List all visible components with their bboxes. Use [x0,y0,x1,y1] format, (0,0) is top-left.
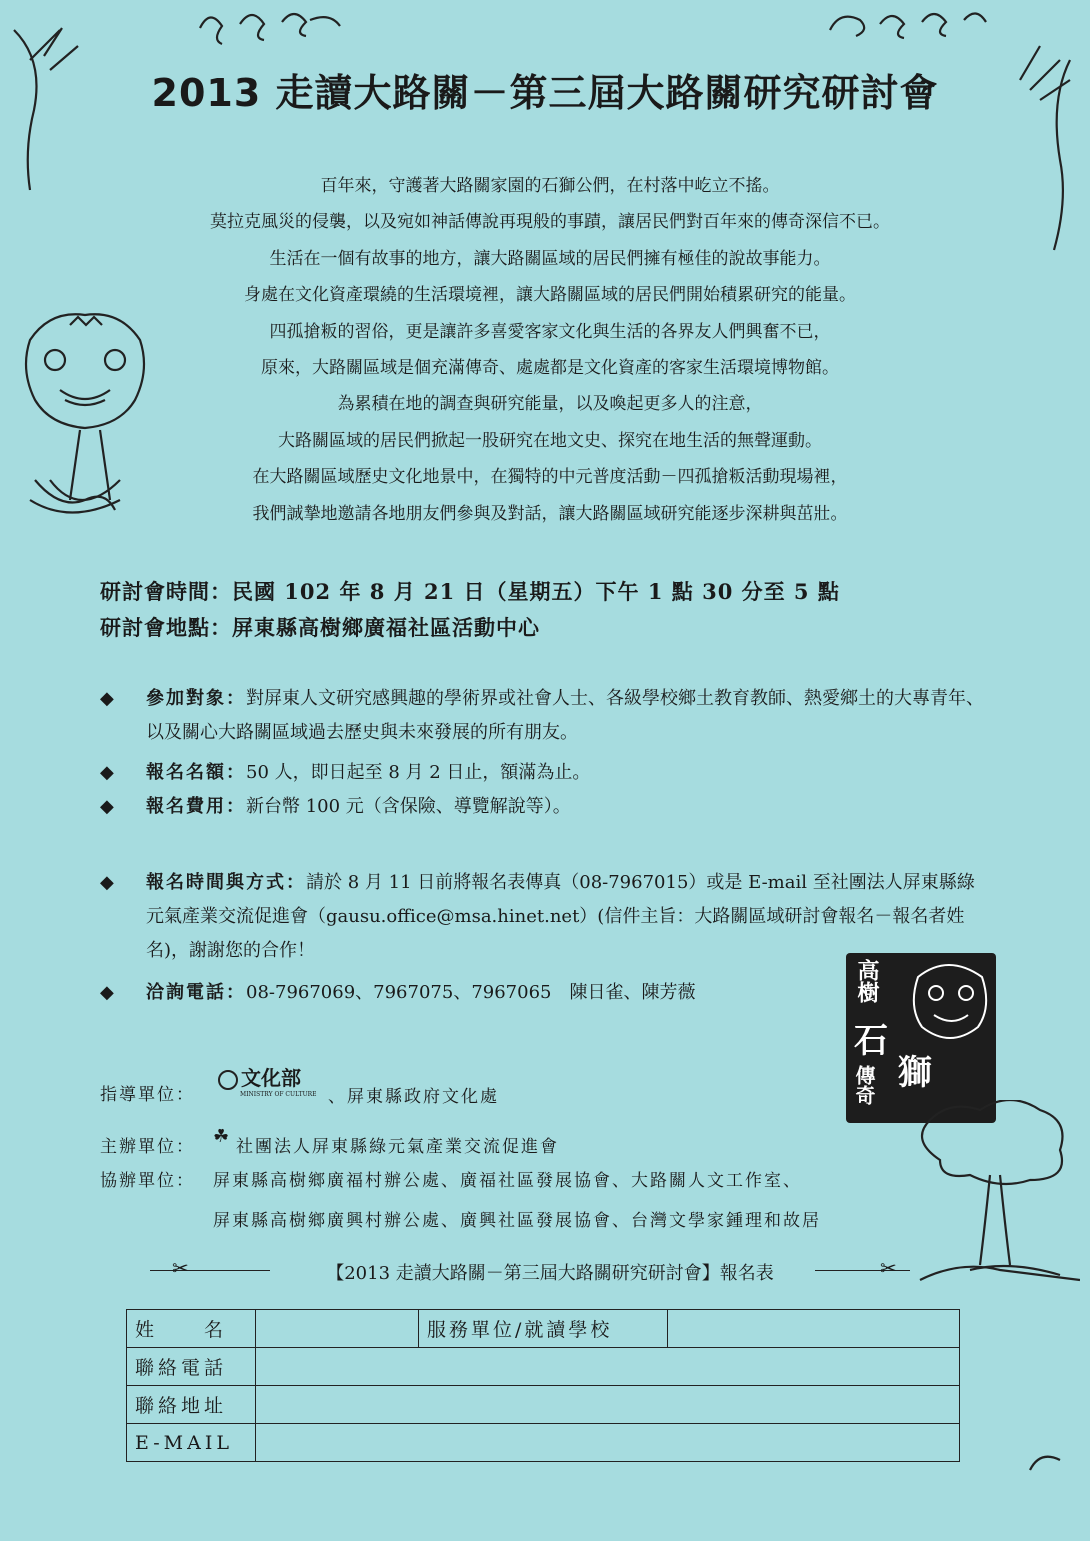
registration-form-table [126,1309,960,1462]
address-field[interactable] [256,1386,960,1424]
bullet-text: 對屏東人文研究感興趣的學術界或社會人士、各級學校鄉土教育教師、熱愛鄉土的大專青年、以及關心大路關區域過去歷史與未來發展的所有朋友。 [146,688,984,743]
form-title: 【2013 走讀大路關－第三屆大路關研究研討會】報名表 [326,1263,774,1284]
intro-paragraph [120,168,980,532]
bullet-label: 報名費用： [146,796,246,817]
intro-line: 大路關區域的居民們掀起一股研究在地文史、探究在地生活的無聲運動。 [278,430,822,451]
school-label: 服務單位/就讀學校 [419,1310,668,1348]
intro-line: 莫拉克風災的侵襲，以及宛如神話傳說再現般的事蹟，讓居民們對百年來的傳奇深信不已。 [210,212,890,233]
badge-text: 獅 [898,1053,932,1093]
bullet-fee [100,790,1000,824]
intro-line: 生活在一個有故事的地方，讓大路關區域的居民們擁有極佳的說故事能力。 [269,248,831,269]
guide-label: 指導單位： [100,1085,195,1105]
bullet-participants [100,682,1000,750]
ministry-logo-text: 文化部 [241,1066,301,1090]
table-row [127,1348,960,1386]
bullet-label: 報名時間與方式： [146,872,306,893]
co-org-line-2: 屏東縣高樹鄉廣興村辦公處、廣興社區發展協會、台灣文學家鍾理和故居 [213,1211,821,1231]
ministry-of-culture-logo [218,1062,317,1098]
school-field[interactable] [668,1310,960,1348]
table-row [127,1310,960,1348]
co-label: 協辦單位： [100,1171,195,1191]
badge-text: 傳奇 [852,1065,876,1105]
bullet-text: 08-7967069、7967075、7967065 陳日雀、陳芳薇 [246,982,696,1003]
email-label: E-MAIL [127,1424,256,1462]
diamond-icon: ◆ [100,982,114,1003]
address-label: 聯絡地址 [127,1386,256,1424]
bullet-label: 參加對象： [146,688,246,709]
table-row [127,1386,960,1424]
event-time: 研討會時間：民國 102 年 8 月 21 日（星期五）下午 1 點 30 分至 5 點 [100,579,840,604]
host-label: 主辦單位： [100,1137,195,1157]
scissors-icon: ✂ [172,1256,189,1280]
name-field[interactable] [256,1310,419,1348]
bullet-contact [100,976,820,1010]
intro-line: 我們誠摯地邀請各地朋友們參與及對話，讓大路關區域研究能逐步深耕與茁壯。 [252,503,848,524]
host-org: 社團法人屏東縣綠元氣產業交流促進會 [236,1137,559,1157]
name-label: 姓 名 [127,1310,256,1348]
diamond-icon: ◆ [100,762,114,783]
guide-rest: 、屏東縣政府文化處 [328,1087,499,1107]
email-field[interactable] [256,1424,960,1462]
event-place: 研討會地點：屏東縣高樹鄉廣福社區活動中心 [100,615,540,640]
intro-line: 在大路關區域歷史文化地景中，在獨特的中元普度活動－四孤搶粄活動現場裡， [252,467,848,488]
intro-line: 原來，大路關區域是個充滿傳奇、處處都是文化資產的客家生活環境博物館。 [261,358,839,379]
intro-line: 身處在文化資產環繞的生活環境裡，讓大路關區域的居民們開始積累研究的能量。 [244,285,856,306]
bullet-label: 洽詢電話： [146,982,246,1003]
badge-text: 高樹 [854,959,880,1003]
lion-head-icon [908,957,992,1047]
stone-lion-legend-badge [846,953,996,1123]
bullet-text: 請於 8 月 11 日前將報名表傳真（08-7967015）或是 E-mail 至社團法人屏東縣綠元氣產業交流促進會（gausu.office@msa.hinet.net）(信件主旨：大路關區域研討會報名－報名者姓名)，謝謝您的合作！ [146,872,975,961]
page-title: 2013 走讀大路關－第三屆大路關研究研討會 [151,71,939,115]
ministry-logo-icon [218,1070,238,1090]
co-org-line-1: 屏東縣高樹鄉廣福村辦公處、廣福社區發展協會、大路關人文工作室、 [213,1171,802,1191]
phone-label: 聯絡電話 [127,1348,256,1386]
table-row [127,1424,960,1462]
intro-line: 百年來，守護著大路關家園的石獅公們，在村落中屹立不搖。 [320,176,780,196]
intro-line: 為累積在地的調查與研究能量，以及喚起更多人的注意， [337,394,763,415]
diamond-icon: ◆ [100,796,114,817]
bullet-label: 報名名額： [146,762,246,783]
ministry-logo-en: MINISTRY OF CULTURE [240,1091,317,1098]
diamond-icon: ◆ [100,688,114,709]
bullet-text: 50 人，即日起至 8 月 2 日止，額滿為止。 [246,762,591,783]
intro-line: 四孤搶粄的習俗，更是讓許多喜愛客家文化與生活的各界友人們興奮不已， [269,321,831,342]
phone-field[interactable] [256,1348,960,1386]
bullet-text: 新台幣 100 元（含保險、導覽解說等）。 [246,796,571,817]
bullet-quota [100,756,1000,790]
diamond-icon: ◆ [100,872,114,893]
badge-text: 石 [854,1021,888,1061]
host-logo-icon: ☘ [213,1126,230,1147]
scissors-icon: ✂ [880,1256,897,1280]
